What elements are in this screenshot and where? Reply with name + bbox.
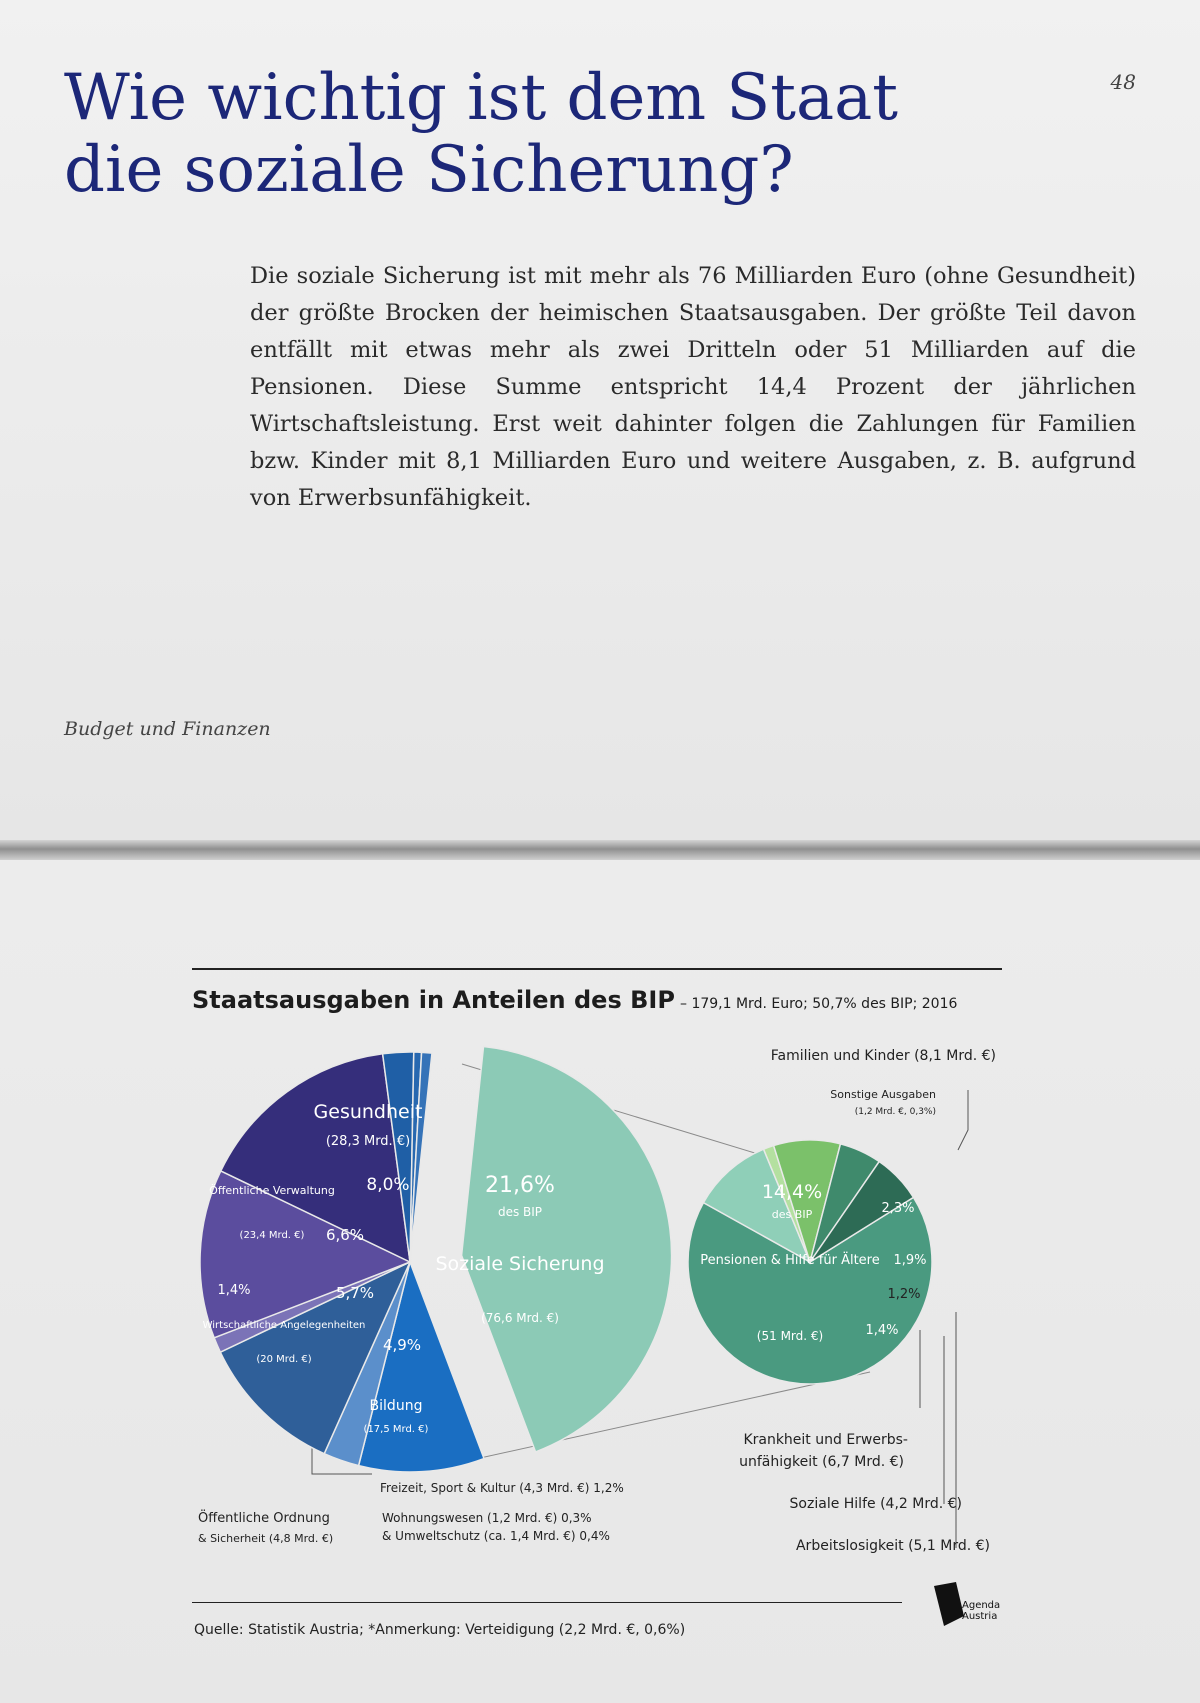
- sub-pensionen: des BIP: [771, 1208, 813, 1221]
- pie-slice-soziale-sicherung: [462, 1047, 672, 1452]
- chart-subtitle: – 179,1 Mrd. Euro; 50,7% des BIP; 2016: [680, 996, 958, 1012]
- value-verwaltung: 6,6%: [325, 1226, 365, 1244]
- label-verwaltung: Öffentliche Verwaltung: [209, 1184, 335, 1197]
- sub-soziale-sicherung: des BIP: [497, 1205, 543, 1219]
- amount-wirtschaft: (20 Mrd. €): [256, 1354, 312, 1365]
- agenda-austria-logo: [930, 1580, 1010, 1634]
- logo-text-2: Austria: [962, 1611, 998, 1622]
- section-label: Budget und Finanzen: [64, 718, 271, 740]
- value-soziale-hilfe: 1,2%: [887, 1287, 921, 1302]
- label-krankheit-1: Krankheit und Erwerbs-: [743, 1432, 908, 1448]
- label-sonstige-2: (1,2 Mrd. €, 0,3%): [854, 1107, 936, 1117]
- label-pensionen: Pensionen & Hilfe für Ältere: [700, 1253, 880, 1268]
- amount-gesundheit: (28,3 Mrd. €): [325, 1134, 411, 1149]
- label-freizeit: Freizeit, Sport & Kultur (4,3 Mrd. €) 1,2%: [380, 1481, 624, 1495]
- label-ordnung-1: Öffentliche Ordnung: [198, 1511, 330, 1526]
- chart-title: Staatsausgaben in Anteilen des BIP: [192, 986, 675, 1014]
- label-gesundheit: Gesundheit: [313, 1101, 423, 1123]
- value-gesundheit: 8,0%: [366, 1175, 410, 1195]
- logo-text-1: Agenda: [962, 1600, 1001, 1611]
- amount-soziale-sicherung: (76,6 Mrd. €): [481, 1311, 559, 1325]
- value-familien: 2,3%: [881, 1201, 915, 1216]
- label-soziale-hilfe-outer: Soziale Hilfe (4,2 Mrd. €): [789, 1496, 962, 1512]
- source-note: Quelle: Statistik Austria; *Anmerkung: Verteidigung (2,2 Mrd. €, 0,6%): [194, 1622, 686, 1638]
- value-wirtschaft: 5,7%: [335, 1284, 375, 1302]
- source-rule: [192, 1602, 902, 1603]
- label-krankheit-2: unfähigkeit (6,7 Mrd. €): [739, 1454, 904, 1470]
- leader-sonstige: [958, 1090, 968, 1150]
- body-paragraph: Die soziale Sicherung ist mit mehr als 76 Milliarden Euro (ohne Gesundheit) der größte Brocken der heimischen Staatsausgaben. Der größte Teil davon entfällt mit etwas mehr als zwei Dritteln oder 51 Milliarden auf die Pensionen. Diese Summe entspricht 14,4 Prozent der jährlichen Wirtschaftsleistung. Erst weit dahinter folgen die Zahlungen für Familien bzw. Kinder mit 8,1 Milliarden Euro und weitere Ausgaben, z. B. aufgrund von Erwerbsunfähigkeit.: [250, 263, 1136, 511]
- label-sonstige-1: Sonstige Ausgaben: [830, 1088, 936, 1101]
- amount-verwaltung: (23,4 Mrd. €): [239, 1230, 305, 1241]
- label-bildung: Bildung: [369, 1398, 423, 1414]
- label-wohnung: Wohnungswesen (1,2 Mrd. €) 0,3%: [382, 1511, 592, 1525]
- value-pensionen: 14,4%: [761, 1181, 823, 1203]
- title-line-2: die soziale Sicherung?: [64, 133, 794, 207]
- label-soziale-sicherung: Soziale Sicherung: [435, 1253, 605, 1275]
- label-wirtschaft: Wirtschaftliche Angelegenheiten: [202, 1320, 366, 1331]
- amount-pensionen: (51 Mrd. €): [756, 1329, 824, 1343]
- value-soziale-sicherung: 21,6%: [485, 1173, 555, 1198]
- label-arbeitslosigkeit-outer: Arbeitslosigkeit (5,1 Mrd. €): [795, 1538, 990, 1554]
- value-bildung: 4,9%: [382, 1336, 422, 1354]
- value-ordnung: 1,4%: [217, 1283, 251, 1298]
- amount-bildung: (17,5 Mrd. €): [363, 1424, 429, 1435]
- value-krankheit: 1,9%: [893, 1253, 927, 1268]
- value-arbeitslosigkeit: 1,4%: [865, 1323, 899, 1338]
- label-umwelt: & Umweltschutz (ca. 1,4 Mrd. €) 0,4%: [382, 1529, 610, 1543]
- title-line-1: Wie wichtig ist dem Staat: [64, 61, 898, 135]
- label-familien-outer: Familien und Kinder (8,1 Mrd. €): [770, 1048, 996, 1064]
- label-ordnung-2: & Sicherheit (4,8 Mrd. €): [198, 1532, 334, 1545]
- page-number: 48: [1110, 70, 1136, 94]
